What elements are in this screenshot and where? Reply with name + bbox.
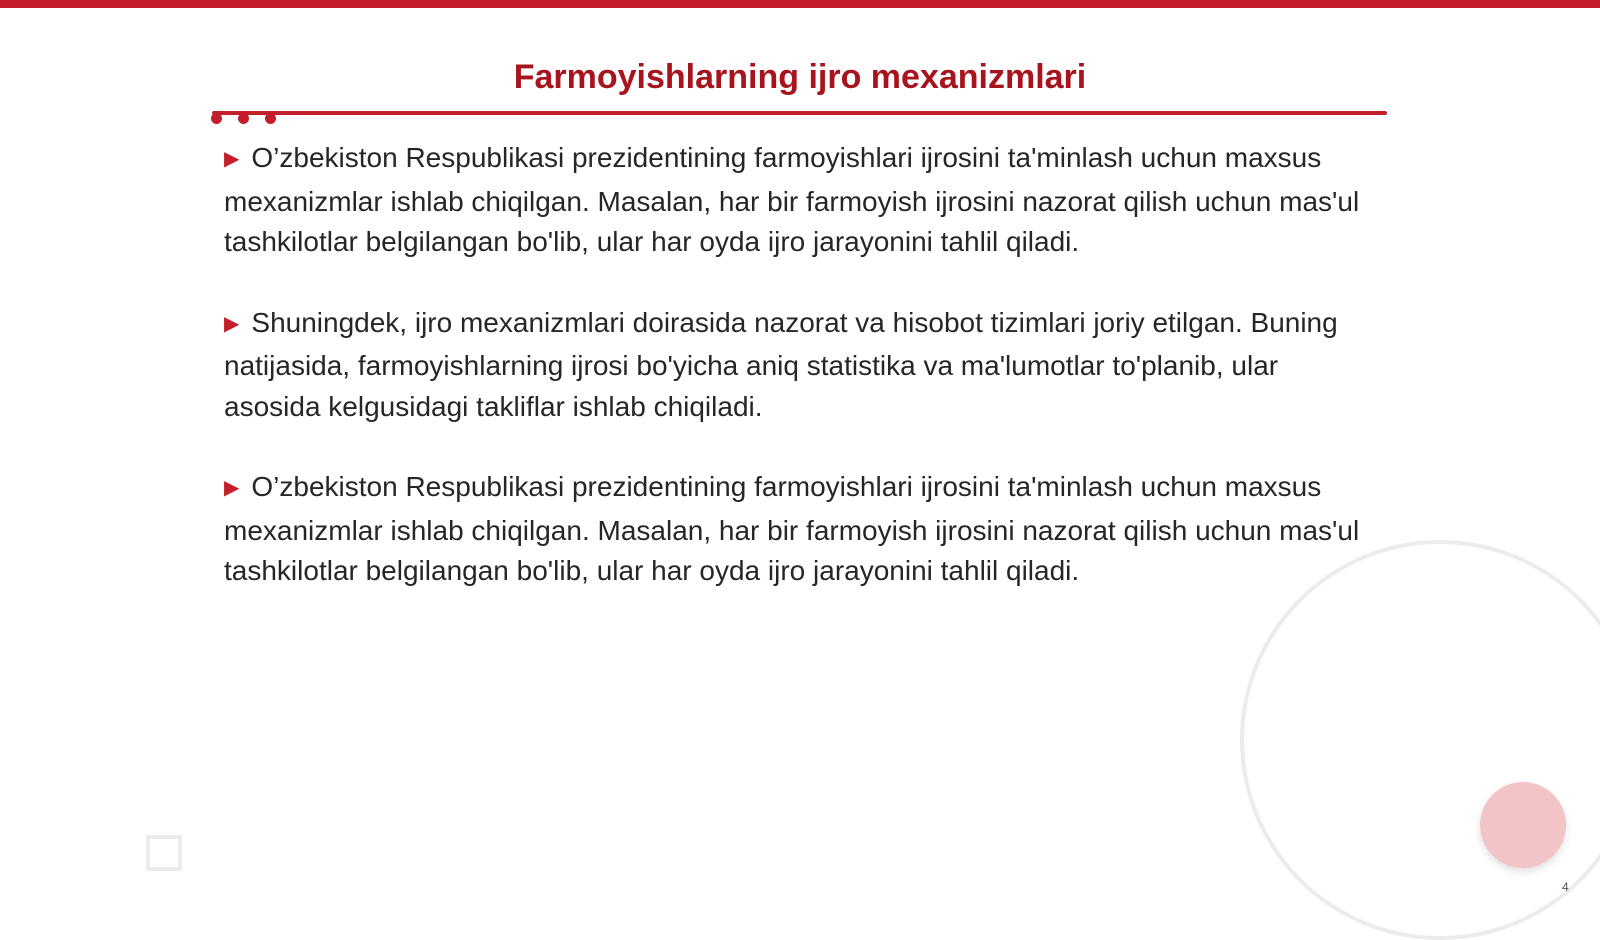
bullet-text: Shuningdek, ijro mexanizmlari doirasida nazorat va hisobot tizimlari joriy etilgan. Buning natijasida, farmoyishlarning ijrosi bo'yicha aniq statistika va ma'lumotlar to'planib, ular asosida kelgusidagi takliflar ishlab chiqiladi.: [224, 306, 1338, 422]
triangle-right-icon: ▶: [224, 312, 240, 335]
slide-title: Farmoyishlarning ijro mexanizmlari: [513, 58, 1087, 96]
page-number: 4: [1562, 880, 1569, 894]
decorative-dot: [211, 113, 222, 124]
bullet-text: O’zbekiston Respublikasi prezidentining farmoyishlari ijrosini ta'minlash uchun maxsus mexanizmlar ishlab chiqilgan. Masalan, har bir farmoyish ijrosini nazorat qilish uchun mas'ul tashkilotlar belgilangan bo'lib, ular har oyda ijro jarayonini tahlil qiladi.: [224, 142, 1360, 257]
bullet-text: O’zbekiston Respublikasi prezidentining farmoyishlari ijrosini ta'minlash uchun maxsus mexanizmlar ishlab chiqilgan. Masalan, har bir farmoyish ijrosini nazorat qilish uchun mas'ul tashkilotlar belgilangan bo'lib, ular har oyda ijro jarayonini tahlil qiladi.: [224, 471, 1360, 586]
decorative-dot: [238, 113, 249, 124]
decorative-square: [146, 835, 182, 871]
title-underline: [212, 111, 1387, 115]
decorative-dot: [265, 113, 276, 124]
decorative-circle-filled: [1480, 782, 1566, 868]
bullet-item: [224, 303, 1364, 428]
bullet-item: [224, 467, 1364, 592]
top-accent-bar: [0, 0, 1600, 8]
bullet-item: [224, 138, 1364, 263]
triangle-right-icon: ▶: [224, 477, 240, 499]
triangle-right-icon: ▶: [224, 148, 240, 170]
bullet-list: [224, 138, 1364, 632]
